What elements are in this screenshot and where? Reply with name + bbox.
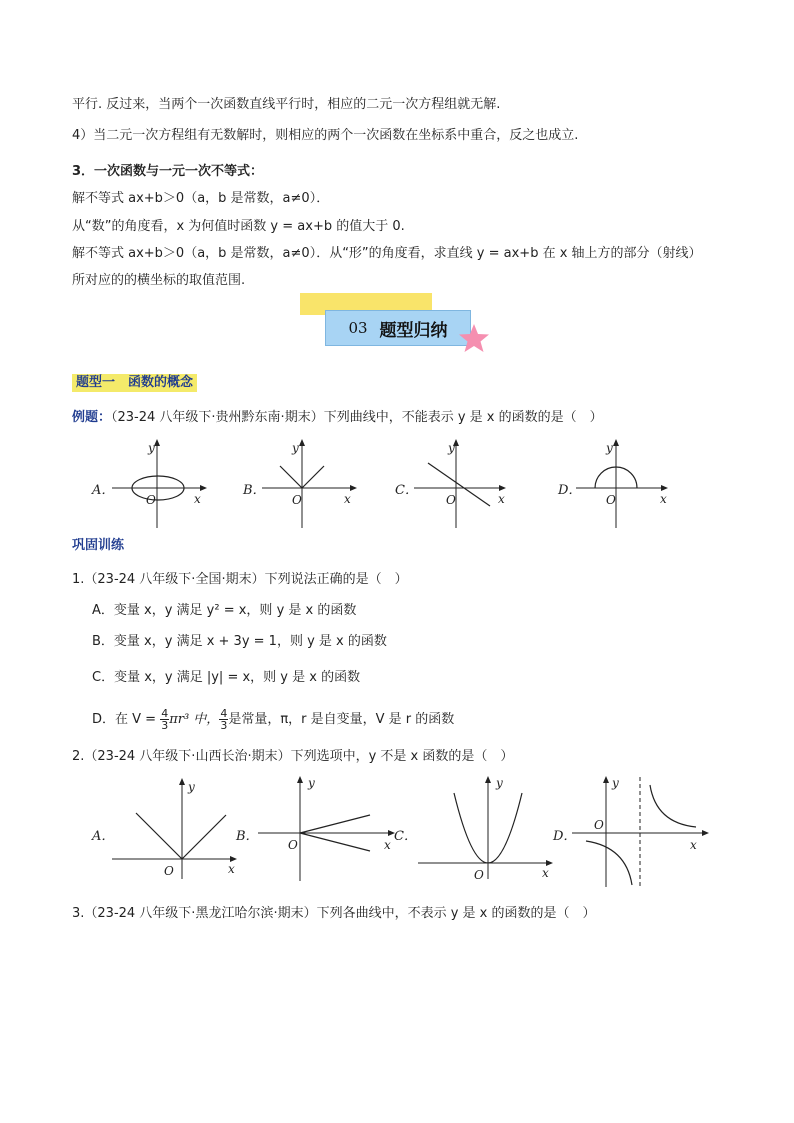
- example-option-c: C．: [395, 483, 418, 498]
- axis-x: x: [384, 838, 391, 852]
- practice-label: 巩固训练: [72, 538, 125, 553]
- frac-denominator: 3: [220, 719, 228, 732]
- example-text: （23-24 八年级下·贵州黔东南·期末）下列曲线中，不能表示 y 是 x 的函数的是（ ）: [111, 410, 603, 425]
- axis-o: O: [292, 493, 302, 507]
- example-option-b: B．: [243, 483, 266, 498]
- q1-option-b: B．变量 x，y 满足 x + 3y = 1，则 y 是 x 的函数: [92, 634, 387, 649]
- q2-option-d: D．: [553, 829, 577, 844]
- q2-option-c: C．: [394, 829, 417, 844]
- frac-numerator: 4: [220, 707, 228, 720]
- q1-option-a: A．变量 x，y 满足 y² = x，则 y 是 x 的函数: [92, 603, 357, 618]
- q1-option-c: C．变量 x，y 满足 |y| = x，则 y 是 x 的函数: [92, 670, 361, 685]
- axis-o: O: [164, 864, 174, 878]
- axis-x: x: [228, 862, 235, 876]
- star-icon: [458, 322, 490, 354]
- q1-d-mid: πr³ 中，: [169, 712, 220, 727]
- q1-d-fraction-2: [219, 708, 228, 731]
- axis-x: x: [498, 492, 505, 506]
- section3-line-1: 解不等式 ax+b＞0（a，b 是常数，a≠0）．: [72, 191, 330, 206]
- axis-x: x: [344, 492, 351, 506]
- banner-title: 题型归纳: [379, 320, 448, 341]
- axis-y: y: [148, 441, 155, 455]
- axis-o: O: [606, 493, 616, 507]
- axis-y: y: [308, 776, 315, 790]
- axis-y: y: [606, 441, 613, 455]
- axis-y: y: [292, 441, 299, 455]
- axis-o: O: [474, 868, 484, 882]
- banner-number: 03: [348, 319, 368, 337]
- intro-line-2: 4）当二元一次方程组有无数解时，则相应的两个一次函数在坐标系中重合，反之也成立.: [72, 128, 579, 143]
- q1-option-d: [92, 708, 454, 731]
- example-option-a: A．: [92, 483, 115, 498]
- q2-graph-a: [112, 775, 240, 885]
- section3-line-3: 解不等式 ax+b＞0（a，b 是常数，a≠0）．从“形”的角度看，求直线 y = ax+b 在 x 轴上方的部分（射线）: [72, 246, 702, 261]
- axis-o: O: [288, 838, 298, 852]
- frac-denominator: 3: [161, 719, 169, 732]
- section-banner: [325, 310, 471, 346]
- q1-d-pre: D．在 V =: [92, 712, 157, 727]
- axis-o: O: [146, 493, 156, 507]
- q2-graph-d: [572, 775, 712, 890]
- q2-option-a: A．: [92, 829, 115, 844]
- axis-y: y: [612, 776, 619, 790]
- axis-o: O: [446, 493, 456, 507]
- axis-x: x: [194, 492, 201, 506]
- section3-heading: 3．一次函数与一元一次不等式：: [72, 164, 264, 179]
- axis-x: x: [542, 866, 549, 880]
- axis-y: y: [188, 780, 195, 794]
- example-graph-d: [576, 438, 671, 530]
- q3-stem: 3.（23-24 八年级下·黑龙江哈尔滨·期末）下列各曲线中，不表示 y 是 x 的函数的是（ ）: [72, 906, 596, 921]
- type-tag: 题型一 函数的概念: [72, 374, 197, 392]
- frac-numerator: 4: [161, 707, 169, 720]
- axis-o: O: [594, 818, 604, 832]
- axis-x: x: [660, 492, 667, 506]
- example-graph-a: [112, 438, 207, 530]
- axis-y: y: [448, 441, 455, 455]
- section3-line-4: 所对应的的横坐标的取值范围.: [72, 273, 246, 288]
- q1-d-fraction: [160, 708, 169, 731]
- q2-stem: 2.（23-24 八年级下·山西长治·期末）下列选项中，y 不是 x 函数的是（ ）: [72, 749, 514, 764]
- axis-y: y: [496, 776, 503, 790]
- example-graph-b: [262, 438, 357, 530]
- intro-line-1: 平行. 反过来，当两个一次函数直线平行时，相应的二元一次方程组就无解.: [72, 97, 501, 112]
- q1-stem: 1.（23-24 八年级下·全国·期末）下列说法正确的是（ ）: [72, 572, 408, 587]
- q1-d-post: 是常量，π，r 是自变量，V 是 r 的函数: [228, 712, 455, 727]
- example-label: 例题：: [72, 410, 112, 425]
- axis-x: x: [690, 838, 697, 852]
- section3-line-2: 从“数”的角度看，x 为何值时函数 y = ax+b 的值大于 0.: [72, 219, 405, 234]
- q2-graph-c: [418, 775, 558, 885]
- example-question: [72, 409, 603, 427]
- q2-option-b: B．: [236, 829, 259, 844]
- q2-graph-b: [258, 775, 398, 885]
- example-option-d: D．: [558, 483, 582, 498]
- example-graph-c: [414, 438, 509, 530]
